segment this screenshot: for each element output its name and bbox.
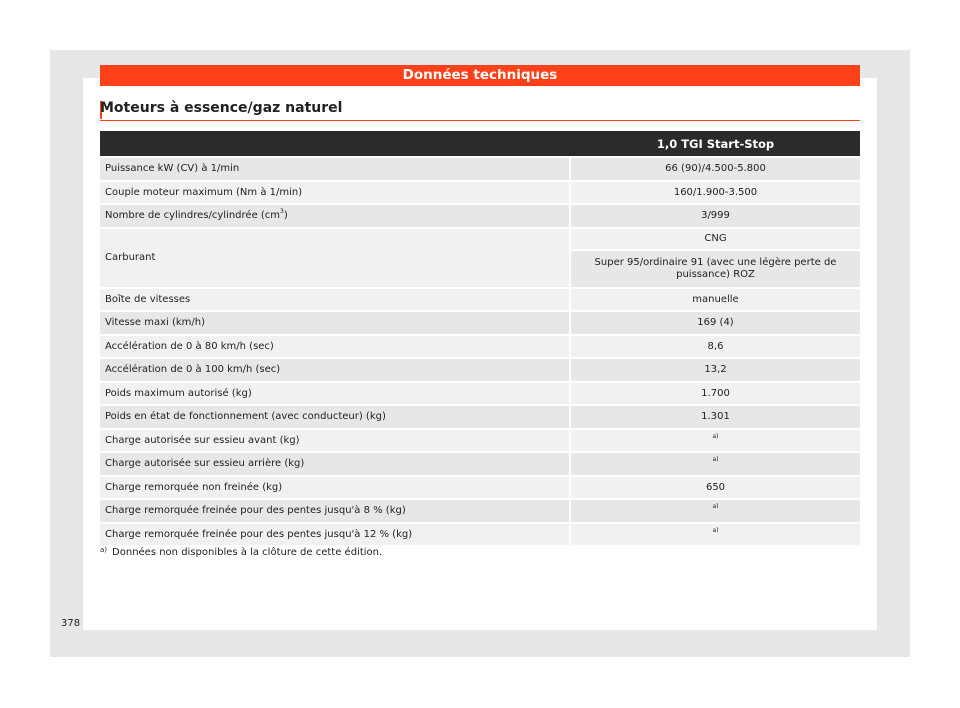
table-row (100, 336, 860, 358)
chapter-banner: Données techniques (100, 65, 860, 86)
footnote-marker: a) (100, 546, 108, 554)
table-row (100, 158, 860, 180)
row-label-main: Nombre de cylindres/cylindrée (cm (105, 210, 281, 222)
section-title-rule (100, 120, 860, 121)
row-label: Charge remorquée non freinée (kg) (100, 477, 569, 499)
fuel-values (571, 229, 860, 287)
row-label: Accélération de 0 à 80 km/h (sec) (100, 336, 569, 358)
row-label: Carburant (100, 229, 569, 287)
row-label: Puissance kW (CV) à 1/min (100, 158, 569, 180)
footnote-ref: a) (712, 526, 719, 534)
row-value (571, 453, 860, 475)
table-row-fuel (100, 229, 860, 287)
row-value: 1.700 (571, 383, 860, 405)
table-row (100, 500, 860, 522)
row-label: Charge remorquée freinée pour des pentes jusqu'à 12 % (kg) (100, 524, 569, 546)
row-value: 169 (4) (571, 312, 860, 334)
row-value: 160/1.900-3.500 (571, 182, 860, 204)
row-value (571, 524, 860, 546)
table-row (100, 383, 860, 405)
table-row (100, 359, 860, 381)
row-value: 8,6 (571, 336, 860, 358)
row-value (571, 500, 860, 522)
row-label: Charge remorquée freinée pour des pentes jusqu'à 8 % (kg) (100, 500, 569, 522)
table-row (100, 289, 860, 311)
row-value: manuelle (571, 289, 860, 311)
table-row (100, 406, 860, 428)
table-header-empty (100, 131, 569, 156)
row-value: 66 (90)/4.500-5.800 (571, 158, 860, 180)
footnote-text: Données non disponibles à la clôture de cette édition. (112, 547, 383, 558)
row-value: 13,2 (571, 359, 860, 381)
table-row (100, 477, 860, 499)
table-row (100, 182, 860, 204)
row-label: Poids en état de fonctionnement (avec conducteur) (kg) (100, 406, 569, 428)
footnote-ref: a) (712, 503, 719, 511)
footnote-ref: a) (712, 456, 719, 464)
row-value: 1.301 (571, 406, 860, 428)
row-value (571, 430, 860, 452)
spec-table (100, 131, 860, 547)
row-label: Charge autorisée sur essieu arrière (kg) (100, 453, 569, 475)
row-label: Accélération de 0 à 100 km/h (sec) (100, 359, 569, 381)
table-row (100, 430, 860, 452)
table-row (100, 312, 860, 334)
row-value: 3/999 (571, 205, 860, 227)
page-number: 378 (61, 618, 81, 629)
row-label (100, 205, 569, 227)
row-value: 650 (571, 477, 860, 499)
section-title: Moteurs à essence/gaz naturel (100, 100, 343, 116)
row-label-end: ) (283, 210, 288, 222)
footnote (100, 547, 382, 558)
row-label: Couple moteur maximum (Nm à 1/min) (100, 182, 569, 204)
table-row (100, 205, 860, 227)
row-label-superscript: 3 (280, 208, 284, 216)
footnote-ref: a) (712, 432, 719, 440)
row-label: Charge autorisée sur essieu avant (kg) (100, 430, 569, 452)
fuel-value-petrol: Super 95/ordinaire 91 (avec une légère perte de puissance) ROZ (571, 251, 860, 287)
table-row (100, 524, 860, 546)
table-header-engine: 1,0 TGI Start-Stop (656, 136, 775, 151)
row-label: Poids maximum autorisé (kg) (100, 383, 569, 405)
table-header (100, 131, 860, 156)
row-label: Vitesse maxi (km/h) (100, 312, 569, 334)
row-label: Boîte de vitesses (100, 289, 569, 311)
fuel-value-cng: CNG (571, 229, 860, 249)
table-row (100, 453, 860, 475)
